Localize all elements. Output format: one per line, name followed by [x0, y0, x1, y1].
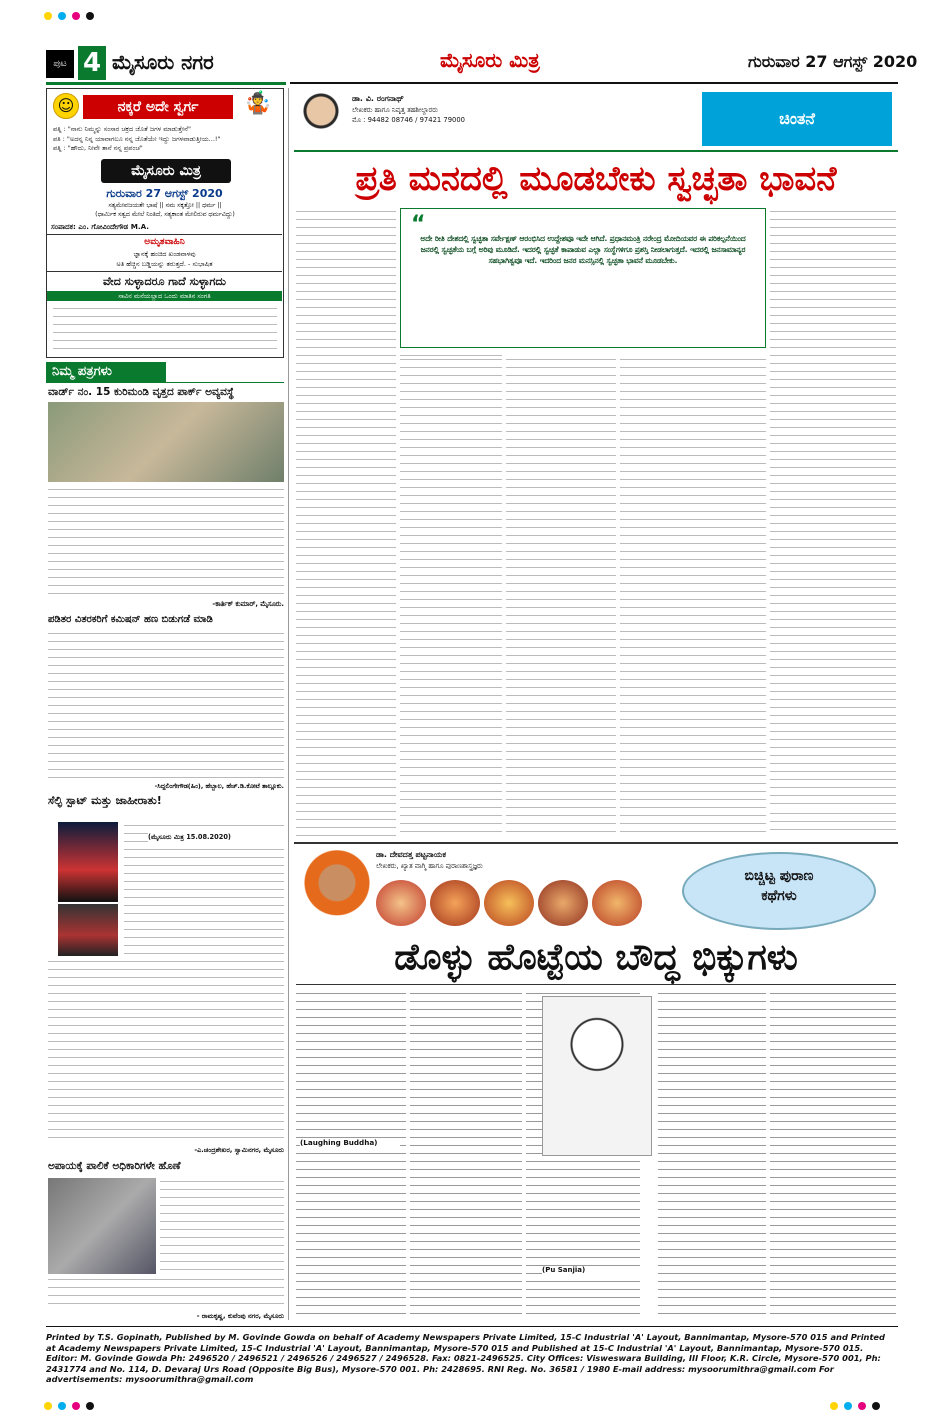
author-name: ಡಾ. ವಿ. ರಂಗನಾಥ್ — [352, 94, 404, 103]
author-name: ಡಾ. ದೇವದತ್ತ ಪಟ್ಟನಾಯಕ — [376, 850, 446, 859]
letters-title: ನಿಮ್ಮ ಪತ್ರಗಳು — [46, 362, 166, 382]
amrutavahini-line-2: ಅತಿ ಹೆಚ್ಚಿನ ಬಡ್ಡಿಯನ್ನು ತರುತ್ತದೆ. - ಸುಭಾಷಿತ — [116, 260, 213, 268]
letters-rule — [46, 382, 284, 383]
divider — [47, 234, 282, 235]
article-divider — [294, 842, 898, 844]
selfie-caption: (ಮೈಸೂರು ಮಿತ್ರ 15.08.2020) — [148, 833, 284, 842]
letter-body-text — [48, 958, 284, 1144]
letter-signature: -ಕಾರ್ತಿಕ್ ಕುಮಾರ್, ಮೈಸೂರು. — [212, 600, 284, 608]
joke-line: ಪತ್ನಿ : "ಹೌದು, ನೀವೇ ತಾನೆ ನನ್ನ ಪ್ರಪಂಚ" — [53, 144, 143, 153]
author-phone: ಮೊ : 94482 08746 / 97421 79000 — [352, 116, 466, 124]
author-description: ಲೇಖಕರು, ಖ್ಯಾತ ವಾಗ್ಮಿ ಹಾಗೂ ಪುರಾಣಶಾಸ್ತ್ರಜ್ಞರು — [376, 862, 483, 870]
article-body-column — [400, 356, 502, 836]
letter-signature: -ಎ.ಚಂದ್ರಶೇಖರ, ಸ್ವಾಮಿನಗರ, ಮೈಸೂರು — [194, 1146, 284, 1154]
nakkare-title: ನಕ್ಕರೆ ಅದೇ ಸ್ವರ್ಗ — [83, 95, 233, 119]
mysuru-selfie-spot-photo — [58, 904, 118, 956]
yellow-dot — [830, 1402, 838, 1410]
quote-subtitle: ಸಾವಿನ ಮನೆಯಲ್ಲಾದ ಒಂದು ಮಾತಿನ ಸಂಗತಿ — [47, 291, 282, 301]
article-body-column — [506, 356, 616, 836]
magenta-dot — [72, 1402, 80, 1410]
laughing-face-icon: ☺ — [53, 93, 79, 119]
laughing-buddha-label: (Laughing Buddha) — [300, 1138, 400, 1147]
image-caption: (Pu Sanjia) — [542, 1266, 652, 1274]
divider — [47, 271, 282, 272]
header-rule-left — [46, 82, 286, 85]
pullquote-text: ಅದೇ ರೀತಿ ದೇಶದಲ್ಲಿ ಸ್ವಚ್ಛತಾ ಸರ್ವೇಕ್ಷಣ್ ಆರಂಭಿಸಿದ ಉದ್ದೇಶವೂ ಇದೇ ಆಗಿದೆ. ಪ್ರಧಾನಮಂತ್ರಿ ನರೇಂದ್ರ ಮೋದಿಯವರ ಈ ಪರಿಕಲ್ಪನೆಯಿಂದ ಜನರಲ್ಲಿ ಸ್ವಚ್ಛತೆಯ ಬಗ್ಗೆ ಅರಿವು ಮೂಡಿದೆ. ಇದರಲ್ಲಿ ಸ್ವಚ್ಛತೆ ಕಾಪಾಡುವ ಎಲ್ಲಾ ಸಂಸ್ಥೆಗಳಿಗೂ ಪ್ರಶಸ್ತಿ ನೀಡಲಾಗುತ್ತದೆ. ಇದರಲ್ಲಿ ಜನಸಾಮಾನ್ಯರ ಸಹಭಾಗಿತ್ವವೂ ಇದೆ. ಇದರಿಂದ ಜನರ ಮನಸ್ಸಿನಲ್ಲಿ ಸ್ವಚ್ಛತಾ ಭಾವನೆ ಮೂಡಬೇಕು. — [420, 234, 746, 265]
mysuru-selfie-spot-photo — [58, 822, 118, 902]
letter-headline: ಅಪಾಯಕ್ಕೆ ಪಾಲಿಕೆ ಅಧಿಕಾರಿಗಳೇ ಹೊಣೆ — [48, 1160, 181, 1172]
header-rule-right — [290, 82, 898, 84]
magenta-dot — [72, 12, 80, 20]
author-photo — [296, 90, 346, 150]
yellow-dot — [44, 12, 52, 20]
letter-body-text — [48, 1276, 284, 1310]
author-photo — [302, 850, 372, 932]
street-photo — [48, 1178, 156, 1274]
quote-body-text — [53, 305, 277, 353]
imprint-footer: Printed by T.S. Gopinath, Published by M. Govinde Gowda on behalf of Academy Newspapers Private Limited, 15-C Industrial 'A' Layout, Bannimantap, Mysore-570 015 and Printed at Academy Newspapers Private Limited, 15-C Industrial 'A' Layout, Bannimantap, Mysore-570 015 and Published at 15-C Industrial 'A' Layout, Bannimantap, Mysore-570 015. Editor: M. Govinde Gowda Ph: 2496520 / 2496521 / 2496526 / 2496527 / 2496528. Fax: 0821-2496525. City Offices: Visweswara Building, III Floor, K.R. Circle, Mysore-570 001, Ph: 2431774 and No. 114, D. Devaraj Urs Road (Opposite Big Bus), Mysore-570 001. Ph: 2428695. RNI Reg. No. 36581 / 1980 E-mail address: mysoorumithra@gmail.com For advertisements: mysoorumithra@gmail.com — [46, 1332, 885, 1384]
amrutavahini-title: ಅಮೃತವಾಹಿನಿ — [144, 237, 185, 247]
editor-line: ಸಂಪಾದಕ: ಎಂ. ಗೋವಿಂದೇಗೌಡ M.A. — [51, 222, 150, 231]
article-divider — [296, 984, 896, 985]
black-dot — [872, 1402, 880, 1410]
article-body-column — [770, 810, 896, 836]
article-body-column — [770, 208, 896, 808]
brand-subline-2: (ಧಾರ್ಮಿಕ ಸತ್ವದ ಮೇಲೆ ನಿಂತಿದೆ, ಸತ್ಯಕಾಂತ ಮೇಲಿರುವ ಧರ್ಮವಿದ್ದು) — [95, 211, 235, 218]
article-body-column — [296, 208, 396, 836]
chintane-section-label: ಚಿಂತನೆ — [702, 92, 892, 146]
article-body-column — [296, 990, 406, 1316]
letter-headline: ಪಡಿತರ ವಿತರಕರಿಗೆ ಕಮಿಷನ್ ಹಣ ಬಿಡುಗಡೆ ಮಾಡಿ — [48, 614, 213, 625]
purana-headline: ಡೊಳ್ಳು ಹೊಟ್ಟೆಯ ಬೌದ್ಧ ಭಿಕ್ಕುಗಳು — [394, 937, 798, 978]
article-body-column — [620, 356, 766, 836]
letter-headline: ವಾರ್ಡ್ ನಂ. 15 ಕುರಿಮಂಡಿ ವೃತ್ತದ ಪಾರ್ಕ್ ಅವ್ಯವಸ್ಥೆ — [48, 386, 234, 398]
cartoon-figure-icon: 🤹 — [244, 91, 272, 116]
purana-author-strip — [296, 848, 896, 932]
quote-title: ವೇದ ಸುಳ್ಳಾದರೂ ಗಾದೆ ಸುಳ್ಳಾಗದು — [103, 275, 226, 288]
page-number: 4 — [78, 46, 106, 80]
quote-mark-icon: “ — [411, 212, 426, 237]
black-dot — [86, 1402, 94, 1410]
cyan-dot — [844, 1402, 852, 1410]
article-body-column — [410, 990, 522, 1316]
nakkare-joke — [53, 125, 279, 154]
badge-line-2: ಕಥೆಗಳು — [761, 888, 797, 904]
chintane-headline: ಪ್ರತಿ ಮನದಲ್ಲಿ ಮೂಡಬೇಕು ಸ್ವಚ್ಛತಾ ಭಾವನೆ — [355, 159, 837, 199]
deity-face-icon — [592, 880, 642, 926]
yellow-dot — [44, 1402, 52, 1410]
deity-face-icon — [484, 880, 534, 926]
joke-line: ಪತ್ನಿ : "ನಾನು ನಿಮ್ಮನ್ನು ಸಂಸಾರ ಚಕ್ರದ ಜೊತೆ ಜಗಳ ಮಾಡುತ್ತೇನೆ" — [53, 125, 191, 133]
black-dot — [86, 12, 94, 20]
registration-marks-top — [44, 10, 244, 22]
chintane-pullquote-box — [400, 208, 766, 348]
column-divider — [288, 88, 289, 1320]
chintane-author-strip — [294, 88, 898, 152]
registration-marks-bottom-right — [830, 1400, 900, 1412]
purana-badge — [682, 852, 876, 930]
letter-signature: - ರಾಮಕೃಷ್ಣ, ಕುವೆಂಪು ನಗರ, ಮೈಸೂರು — [196, 1312, 284, 1320]
buddha-illustration — [542, 996, 652, 1156]
brand-subline-1: ಸತ್ಯಮೇವಜಯತೇ ಭಾಷೆ || ನಮ ಸಕ್ಕತ್ತೋ || ಧರ್ಮ || — [108, 202, 222, 209]
deity-faces-strip — [376, 878, 676, 928]
article-body-column — [770, 990, 896, 1316]
letter-body-text — [124, 822, 284, 956]
letter-body-text — [48, 630, 284, 780]
deity-face-icon — [538, 880, 588, 926]
magenta-dot — [858, 1402, 866, 1410]
deity-face-icon — [376, 880, 426, 926]
cyan-dot — [58, 12, 66, 20]
cyan-dot — [58, 1402, 66, 1410]
registration-marks-bottom — [44, 1400, 164, 1412]
nakkare-box — [46, 88, 284, 358]
amrutavahini-line-1: ಜ್ಞಾನಕ್ಕೆ ಹಂಚಿದ ಖಂಡವಾಳವು — [133, 250, 196, 258]
badge-line-1: ಬಿಚ್ಚಿಟ್ಟ ಪುರಾಣ — [744, 868, 814, 884]
letter-body-text — [48, 486, 284, 598]
letter-body-text — [160, 1178, 284, 1274]
section-name: ಮೈಸೂರು ನಗರ — [112, 50, 214, 74]
letter-signature: -ಸಿದ್ದಲಿಂಗೇಗೌಡ(ಹಿಂ), ಹೆಬ್ಬಾಲ, ಹೆಚ್.ಡಿ.ಕೋಟೆ ತಾಲ್ಲೂಕು. — [154, 782, 284, 790]
masthead: ಮೈಸೂರು ಮಿತ್ರ — [440, 48, 540, 72]
park-photo — [48, 402, 284, 482]
header-date: ಗುರುವಾರ 27 ಆಗಸ್ಟ್ 2020 — [748, 52, 918, 71]
page-tag: ಪುಟ — [46, 50, 74, 78]
article-body-column — [658, 990, 766, 1316]
brand-date: ಗುರುವಾರ 27 ಆಗಸ್ಟ್ 2020 — [106, 187, 223, 200]
letter-headline: ಸೆಲ್ಫಿ ಸ್ಪಾಟ್ ಮತ್ತು ಜಾಹೀರಾತು! — [48, 794, 162, 807]
footer-rule — [46, 1326, 898, 1327]
author-description: ಲೇಖಕರು ಹಾಗೂ ನಿವೃತ್ತ ತಹಶೀಲ್ದಾರರು — [352, 106, 438, 114]
brand-logo: ಮೈಸೂರು ಮಿತ್ರ — [101, 159, 231, 183]
joke-line: ಪತಿ : "ಅದನ್ನ ನಿನ್ನ ಯಾವಾಗಲೂ ನನ್ನ ಜೊತೆಯೇ ಇದ್ದು ಜಗಳವಾಡುತ್ತೀಯ...!" — [53, 134, 221, 143]
deity-face-icon — [430, 880, 480, 926]
